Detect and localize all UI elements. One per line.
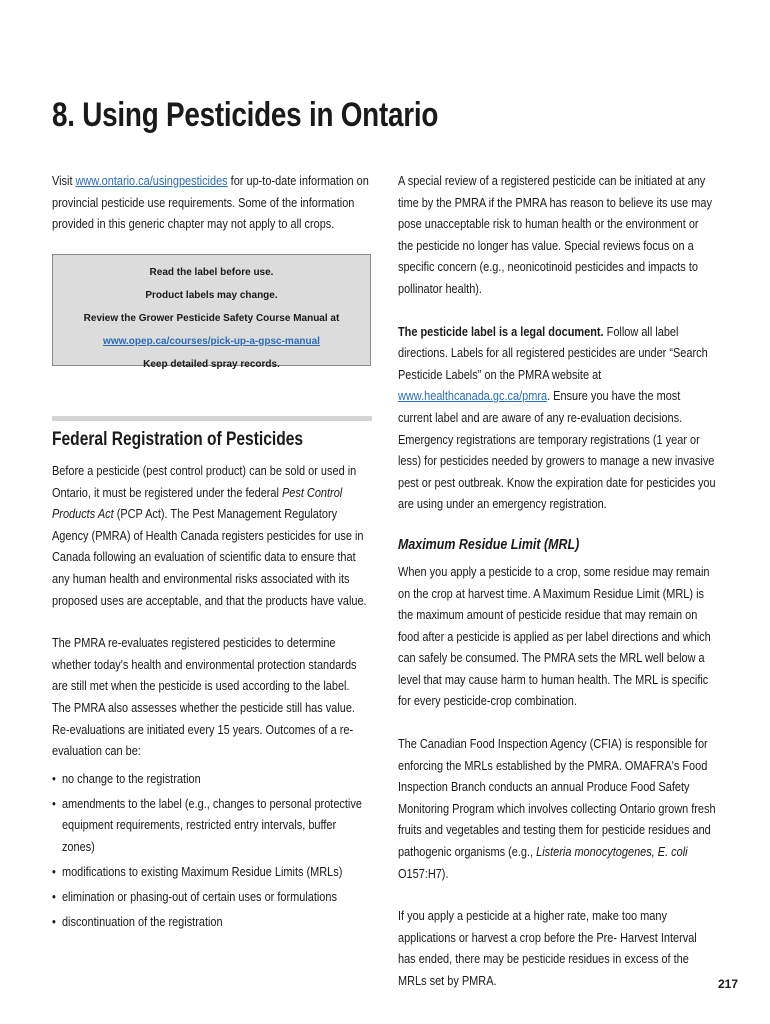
callout-line: Product labels may change.: [145, 290, 278, 301]
callout-line: Keep detailed spray records.: [143, 359, 280, 370]
callout-line: Read the label before use.: [149, 267, 274, 278]
list-item: • amendments to the label (e.g., changes to personal protective equipment requirements, restricted entry intervals, buffer zones): [52, 793, 371, 858]
callout-line: Review the Grower Pesticide Safety Course Manual at: [83, 313, 340, 324]
special-review-paragraph: A special review of a registered pesticide can be initiated at any time by the PMRA if the PMRA has reason to believe its use may pose unacceptable risk to human health or the environment or the pesticide no longer has value. Special reviews focus on a specific concern (e.g., neonicotinoid pesticides and impacts to pollinator health).: [398, 173, 712, 296]
list-item: • elimination or phasing-out of certain uses or formulations: [52, 886, 371, 908]
callout-link-line: [53, 330, 370, 353]
left-column: [52, 170, 422, 235]
mrl-paragraph-2: The Canadian Food Inspection Agency (CFIA) is responsible for enforcing the MRLs established by the PMRA. OMAFRA's Food Inspection Branch conducts an annual Produce Food Safety Monitoring Program which involves collecting Ontario grown fresh fruits and vegetables and testing them for pesticide residues and pathogenic organisms (e.g., Listeria monocytogenes, E. coli O157:H7).: [398, 736, 716, 881]
federal-paragraph-1: Before a pesticide (pest control product) can be sold or used in Ontario, it must be registered under the federal Pest Control Products Act (PCP Act). The Pest Management Regulatory Agency (PMRA) of Health Canada registers pesticides for use in Canada following an evaluation of scientific data to ensure that any human health and environmental risks associated with its proposed uses are acceptable, and that the products have value.: [52, 463, 367, 608]
section-divider: [52, 416, 372, 421]
federal-registration-heading: Federal Registration of Pesticides: [52, 429, 304, 450]
opep-manual-link[interactable]: www.opep.ca/courses/pick-up-a-gpsc-manual: [103, 336, 320, 347]
right-column: [398, 170, 768, 992]
mrl-paragraph-1: When you apply a pesticide to a crop, some residue may remain on the crop at harvest time. A Maximum Residue Limit (MRL) is the maximum amount of pesticide residue that may remain on food after a pesticide is applied as per label directions and which can safely be consumed. The PMRA sets the MRL well below a level that may cause harm to human health. The MRL is specific for every pesticide-crop combination.: [398, 563, 711, 709]
page-number: 217: [718, 977, 739, 991]
intro-paragraph: Visit www.ontario.ca/usingpesticides for up-to-date information on provincial pesticide use requirements. Some of the information provided in this generic chapter may not apply to all crops.: [52, 173, 369, 232]
reevaluation-outcomes-list: [52, 768, 371, 933]
list-item: • no change to the registration: [52, 768, 371, 790]
federal-section: [52, 460, 422, 936]
legal-label-paragraph: The pesticide label is a legal document. Follow all label directions. Labels for all registered pesticides are under “Search Pesticide Labels” on the PMRA website at www.healthcanada.gc.ca/pmra. Ensure you have the most current label and are aware of any re-evaluation decisions. Emergency registrations are temporary registrations (1 year or less) for pesticides needed by growers to manage a new invasive pest or pest outbreak. Know the expiration date for pesticides you are using under an emergency registration.: [398, 323, 716, 512]
mrl-paragraph-3: If you apply a pesticide at a higher rate, make too many applications or harvest a crop before the Pre- Harvest Interval has ended, there may be pesticide residues in excess of the MRLs set by PMRA.: [398, 908, 697, 988]
list-item: • modifications to existing Maximum Residue Limits (MRLs): [52, 861, 371, 883]
label-callout-box: [52, 254, 371, 370]
federal-paragraph-2: The PMRA re-evaluates registered pesticides to determine whether today's health and environmental protection standards are still met when the pesticide is used according to the label. The PMRA also assesses whether the pesticide still has value. Re-evaluations are initiated every 15 years. Outcomes of a re-evaluation can be:: [52, 635, 357, 759]
mrl-heading: Maximum Residue Limit (MRL): [398, 535, 580, 553]
pmra-link[interactable]: www.healthcanada.gc.ca/pmra: [398, 388, 548, 404]
ontario-pesticides-link[interactable]: www.ontario.ca/usingpesticides: [75, 173, 228, 188]
page-title: 8. Using Pesticides in Ontario: [52, 96, 439, 134]
list-item: • discontinuation of the registration: [52, 911, 371, 933]
